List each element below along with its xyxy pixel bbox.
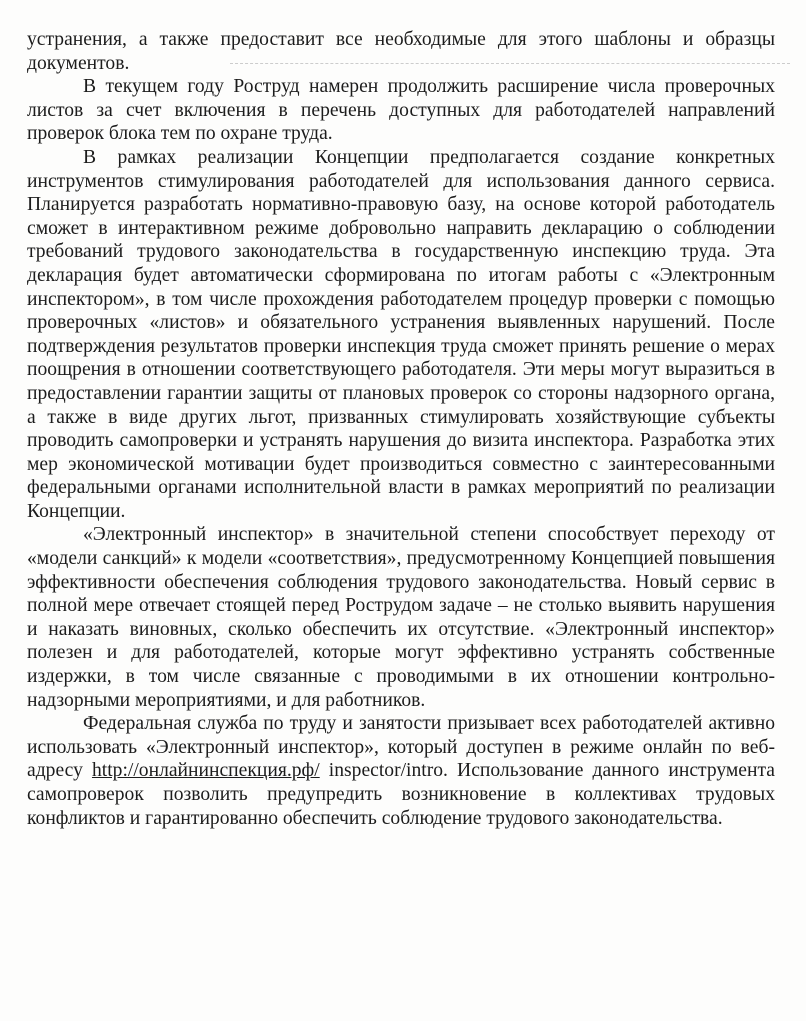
paragraph-continuation: устранения, а также предоставит все необходимые для этого шаблоны и образцы документов.	[27, 29, 775, 74]
paragraph-electronic-inspector: «Электронный инспектор» в значительной степени способствует переходу от «модели санкций» к модели «соответствия», предусмотренному Концепцией повышения эффективности обеспечения соблюдения трудового законодательства. Новый сервис в полной мере отвечает стоящей перед Рострудом задаче – не столько выявить нарушения и наказать виновных, сколько обеспечить их отсутствие. «Электронный инспектор» полезен и для работодателей, которые могут эффективно устранять собственные издержки, в том числе связанные с проводимыми в их отношении контрольно-надзорными мероприятиями, и для работников.	[27, 524, 775, 711]
document-body	[27, 28, 775, 830]
final-text-before-link: Федеральная служба по труду и занятости призывает всех работодателей активно использовать «Электронный инспектор», который доступен в режиме онлайн по веб-адресу	[27, 713, 775, 782]
paragraph-concept-incentives: В рамках реализации Концепции предполагается создание конкретных инструментов стимулирования работодателей для использования данного сервиса. Планируется разработать нормативно-правовую базу, на основе которой работодатель сможет в интерактивном режиме добровольно направить декларацию о соблюдении требований трудового законодательства в государственную инспекцию труда. Эта декларация будет автоматически сформирована по итогам работы с «Электронным инспектором», в том числе прохождения работодателем процедур проверки с помощью проверочных «листов» и обязательного устранения выявленных нарушений. После подтверждения результатов проверки инспекция труда сможет принять решение о мерах поощрения в отношении соответствующего работодателя. Эти меры могут выразиться в предоставлении гарантии защиты от плановых проверок со стороны надзорного органа, а также в виде других льгот, призванных стимулировать хозяйствующие субъекты проводить самопроверки и устранять нарушения до визита инспектора. Разработка этих мер экономической мотивации будет производиться совместно с заинтересованными федеральными органами исполнительной власти в рамках мероприятий по реализации Концепции.	[27, 146, 775, 522]
final-text-after-link: inspector/intro. Использование данного инструмента самопроверок позволить предупредить возникновение в коллективах трудовых конфликтов и гарантированно обеспечить соблюдение трудового законодательства.	[27, 760, 775, 829]
paragraph-checklists: В текущем году Роструд намерен продолжить расширение числа проверочных листов за счет включения в перечень доступных для работодателей направлений проверок блока тем по охране труда.	[27, 76, 775, 145]
paragraph-final-appeal	[27, 712, 775, 830]
inspection-web-link[interactable]: http://онлайнинспекция.рф/	[91, 760, 320, 782]
